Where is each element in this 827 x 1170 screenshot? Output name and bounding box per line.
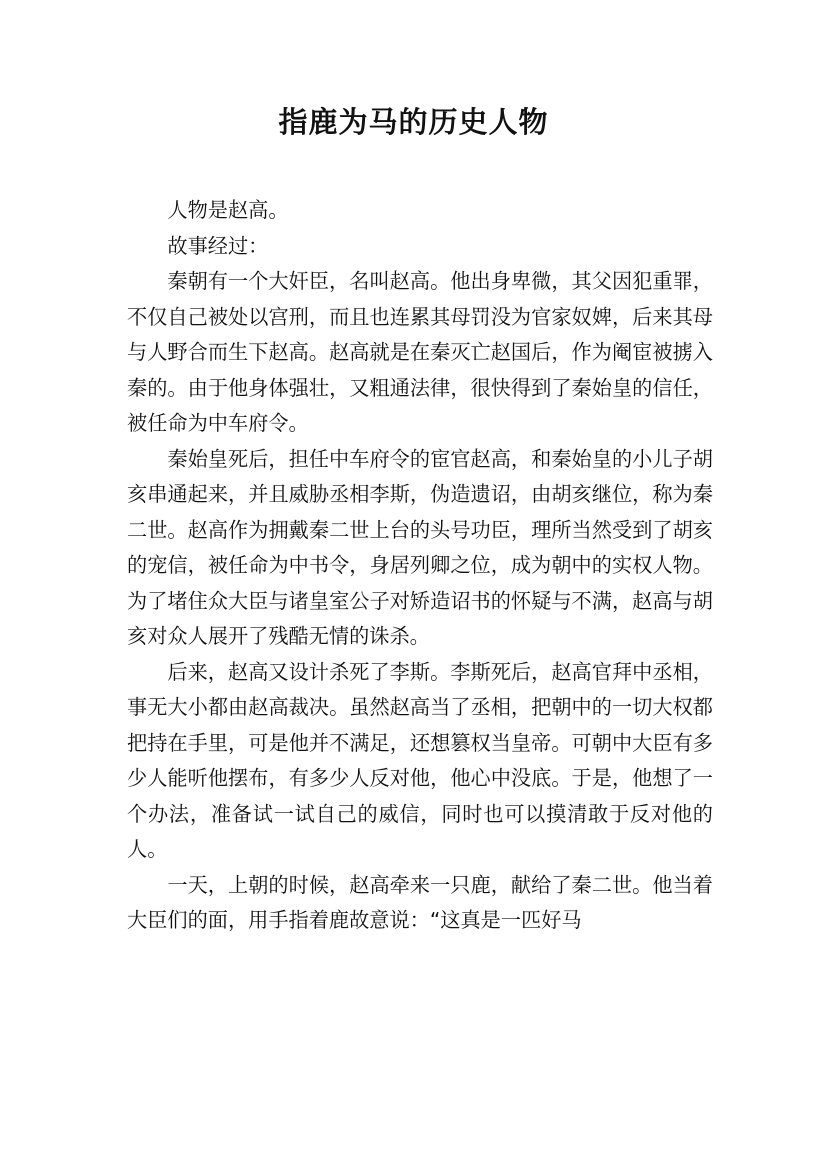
paragraph: 人物是赵高。	[167, 198, 289, 222]
document-title: 指鹿为马的历史人物	[278, 105, 549, 139]
paragraph: 故事经过：	[167, 233, 269, 258]
paragraph: 后来，赵高又设计杀死了李斯。李斯死后，赵高官拜中丞相，事无大小都由赵高裁决。虽然赵高当了丞相，把朝中的一切大权都把持在手里，可是他并不满足，还想篡权当皇帝。可朝中大臣有多少人能听他摆布，有多少人反对他，他心中没底。于是，他想了一个办法，准备试一试自己的威信，同时也可以摸清敢于反对他的人。	[127, 659, 713, 861]
paragraph: 一天，上朝的时候，赵高牵来一只鹿，献给了秦二世。他当着大臣们的面，用手指着鹿故意说：“这真是一匹好马	[127, 872, 713, 932]
paragraph: 秦朝有一个大奸臣，名叫赵高。他出身卑微，其父因犯重罪，不仅自己被处以宫刑，而且也连累其母罚没为官家奴婢，后来其母与人野合而生下赵高。赵高就是在秦灭亡赵国后，作为阉宦被掳入秦的。由于他身体强壮，又粗通法律，很快得到了秦始皇的信任，被任命为中车府令。	[127, 269, 713, 435]
paragraph: 秦始皇死后，担任中车府令的宦官赵高，和秦始皇的小儿子胡亥串通起来，并且威胁丞相李斯，伪造遗诏，由胡亥继位，称为秦二世。赵高作为拥戴秦二世上台的头号功臣，理所当然受到了胡亥的宠信，被任命为中书令，身居列卿之位，成为朝中的实权人物。为了堵住众大臣与诸皇室公子对矫造诏书的怀疑与不满，赵高与胡亥对众人展开了残酷无情的诛杀。	[127, 446, 713, 648]
document-body	[127, 193, 713, 939]
